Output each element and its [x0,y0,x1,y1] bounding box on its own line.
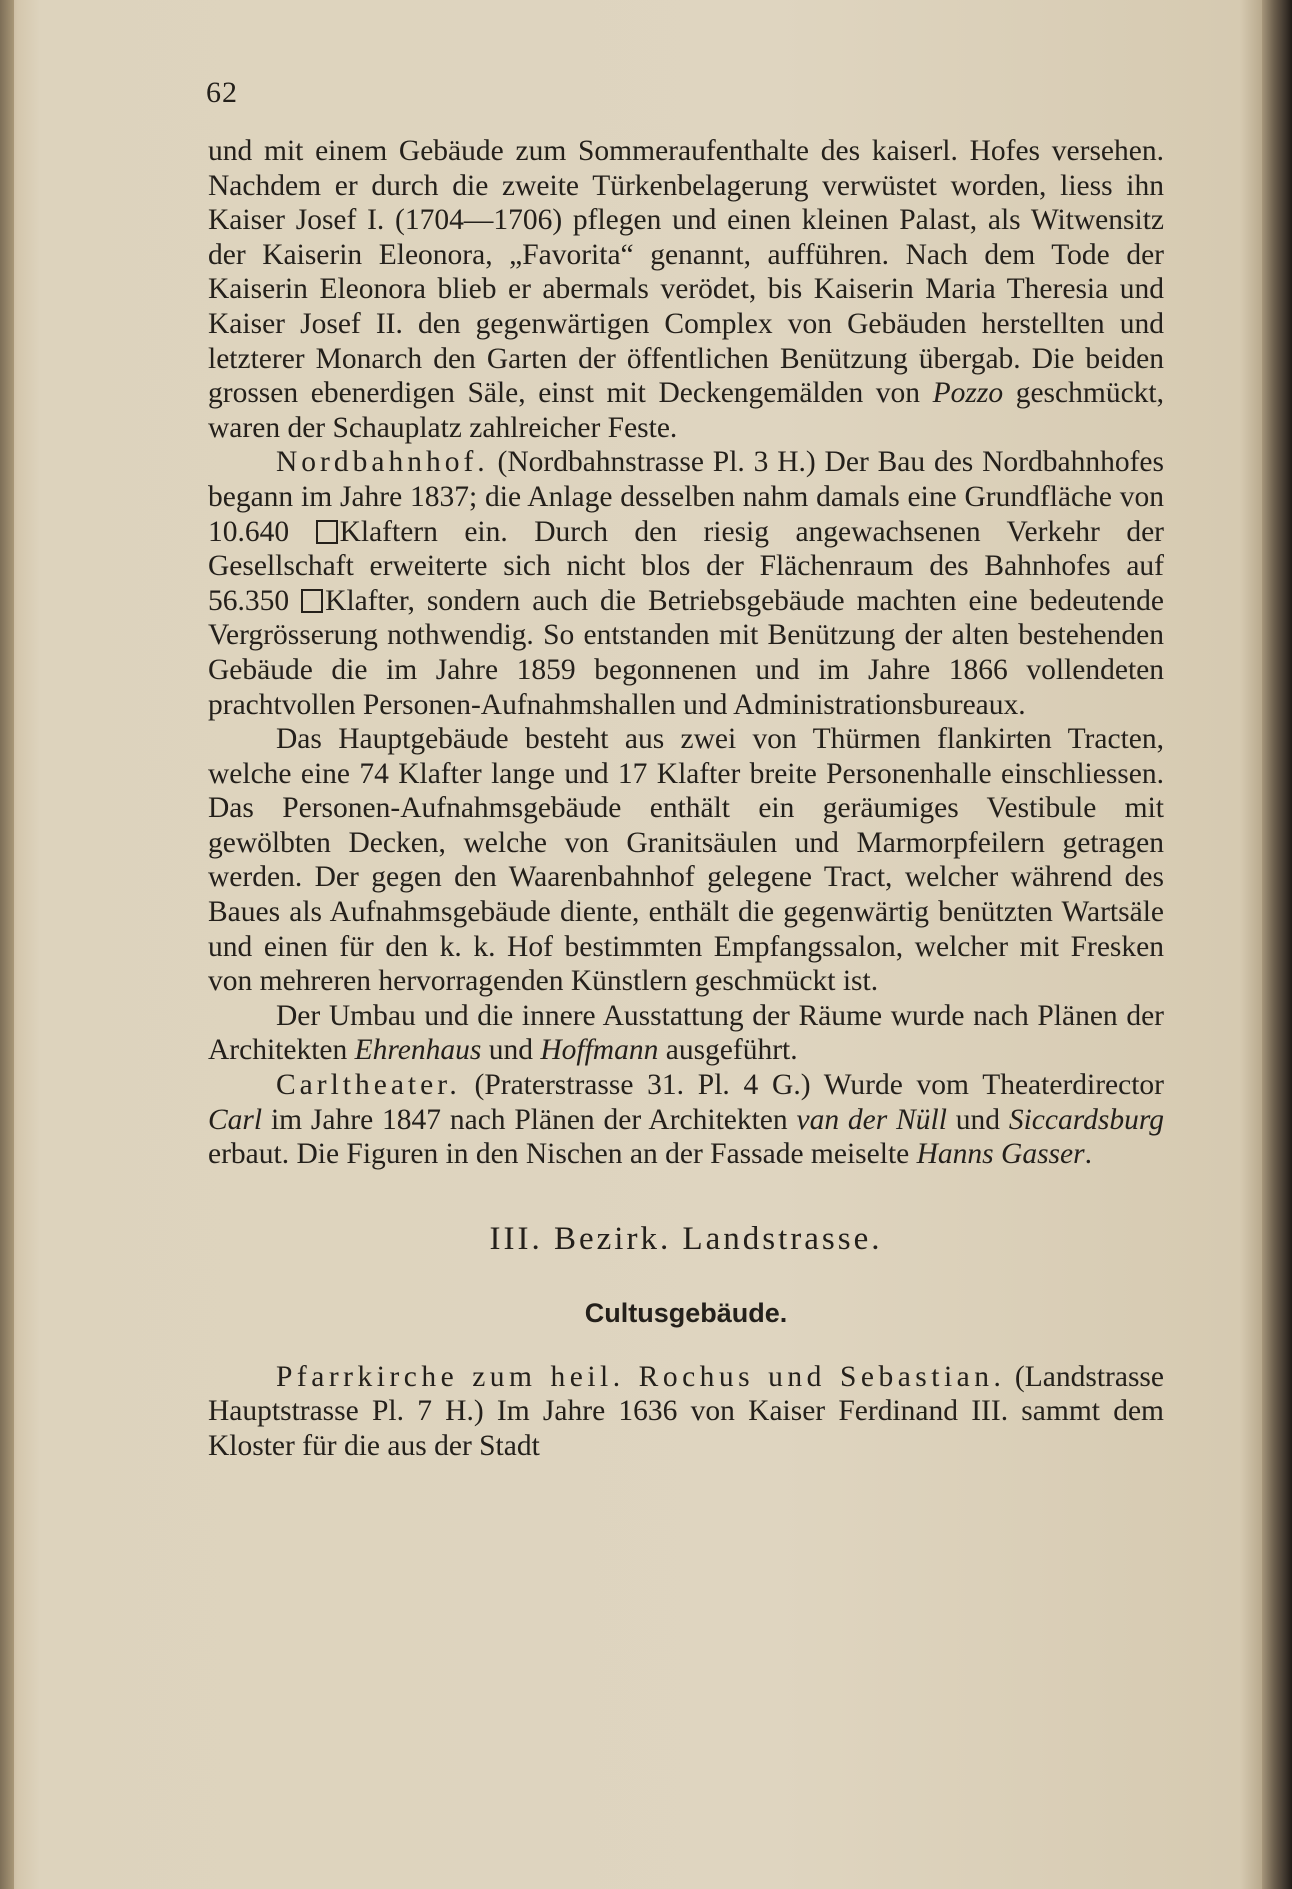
name-hoffmann: Hoffmann [540,1034,659,1067]
name-pozzo: Pozzo [932,377,1004,410]
square-unit-icon [316,520,338,544]
paragraph-rochuskirche: Pfarrkirche zum heil. Rochus und Sebastian. (Landstrasse Hauptstrasse Pl. 7 H.) Im Jahre 1636 von Kaiser Ferdinand III. sammt dem Kloster für die aus der Stadt [208,1360,1164,1462]
page-gutter-left [0,0,14,1889]
square-unit-icon [301,589,323,613]
entry-title-nordbahnhof: Nordbahnhof. [276,446,489,479]
paragraph-nordbahnhof: Nordbahnhof. (Nordbahnstrasse Pl. 3 H.) Der Bau des Nordbahnhofes begann im Jahre 1837; die Anlage desselben nahm damals eine Grundfläche von 10.640 Klaftern ein. Durch den riesig angewachsenen Verkehr der Gesellschaft erweiterte sich nicht blos der Flächenraum des Bahnhofes auf 56.350 Klafter, sondern auch die Betriebsgebäude machten eine bedeutende Vergrösserung nothwendig. So entstanden mit Benützung der alten bestehenden Gebäude die im Jahre 1859 begonnenen und im Jahre 1866 vollendeten prachtvollen Personen-Aufnahmshallen und Administrationsbureaux. [208,446,1164,721]
name-ehrenhaus: Ehrenhaus [354,1034,482,1067]
paragraph-umbau: Der Umbau und die innere Ausstattung der Räume wurde nach Plänen der Architekten Ehrenhaus und Hoffmann ausgeführt. [208,999,1164,1067]
name-siccardsburg: Siccardsburg [1008,1103,1164,1136]
name-carl: Carl [208,1103,263,1136]
entry-title-carltheater: Carltheater. [276,1069,461,1102]
page-edge-right [1262,0,1292,1889]
entry-title-rochuskirche: Pfarrkirche zum heil. Rochus und Sebastian. [276,1360,1006,1393]
paragraph-carltheater: Carltheater. (Praterstrasse 31. Pl. 4 G.) Wurde vom Theaterdirector Carl im Jahre 1847 nach Plänen der Architekten van der Nüll und Siccardsburg erbaut. Die Figuren in den Nischen an der Fassade meiselte Hanns Gasser. [208,1069,1164,1171]
paragraph-favorita: und mit einem Gebäude zum Sommeraufenthalte des kaiserl. Hofes versehen. Nachdem er durch die zweite Türkenbelagerung verwüstet worden, liess ihn Kaiser Josef I. (1704—1706) pflegen und einen kleinen Palast, als Witwensitz der Kaiserin Eleonora, „Favorita“ genannt, aufführen. Nach dem Tode der Kaiserin Eleonora blieb er abermals verödet, bis Kaiserin Maria Theresia und Kaiser Josef II. den gegenwärtigen Complex von Gebäuden herstellten und letzterer Monarch den Garten der öffentlichen Benützung übergab. Die beiden grossen ebenerdigen Säle, einst mit Deckengemälden von Pozzo geschmückt, waren der Schauplatz zahlreicher Feste. [208,135,1164,444]
section-heading: III. Bezirk. Landstrasse. [489,1220,883,1257]
name-van-der-nuell: van der Nüll [796,1103,947,1136]
name-hanns-gasser: Hanns Gasser [916,1138,1085,1171]
subsection-heading: Cultusgebäude. [584,1297,788,1328]
page-content [208,134,1164,1464]
paragraph-hauptgebaeude: Das Hauptgebäude besteht aus zwei von Thürmen flankirten Tracten, welche eine 74 Klafter lange und 17 Klafter breite Personenhalle einschliessen. Das Personen-Aufnahmsgebäude enthält ein geräumiges Vestibule mit gewölbten Decken, welche von Granitsäulen und Marmorpfeilern getragen werden. Der gegen den Waarenbahnhof gelegene Tract, welcher während des Baues als Aufnahmsgebäude diente, enthält die gegenwärtig benützten Wartsäle und einen für den k. k. Hof bestimmten Empfangssalon, welcher mit Fresken von mehreren hervorragenden Künstlern geschmückt ist. [208,723,1164,998]
page-number: 62 [206,76,238,109]
